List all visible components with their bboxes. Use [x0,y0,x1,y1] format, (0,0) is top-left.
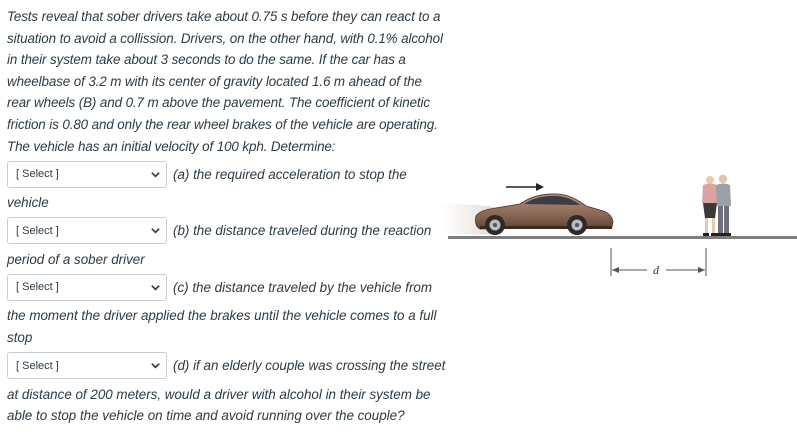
question-b [7,217,443,245]
answer-select-c[interactable] [7,274,167,301]
chevron-down-icon [150,282,161,293]
answer-select-a[interactable] [7,161,167,188]
question-b-continuation: period of a sober driver [7,251,145,267]
question-a [7,160,443,188]
question-c-continuation: the moment the driver applied the brakes until the vehicle comes to a full stop [7,308,437,345]
chevron-down-icon [150,360,161,371]
ground-line [448,236,797,239]
select-value: [ Select ] [16,168,59,181]
motion-arrow-icon [506,183,544,191]
question-body [7,6,446,427]
question-c [7,273,443,301]
car-icon [476,194,614,235]
answer-select-d[interactable] [7,352,167,379]
question-b-label: (b) the distance traveled during the reaction [173,223,432,239]
question-d-continuation: at distance of 200 meters, would a driver with alcohol in their system be able to stop the vehicle on time and avoid running over the couple? [7,386,431,424]
answer-select-b[interactable] [7,217,167,244]
question-c-label: (c) the distance traveled by the vehicle from [173,279,433,295]
question-a-continuation: vehicle [7,195,49,211]
problem-statement: Tests reveal that sober drivers take about 0.75 s before they can react to a situation to avoid a collission. Drivers, on the other hand, with 0.1% alcohol in their system take about 3 seconds to do the same. If the car has a wheelbase of 3.2 m with its center of gravity located 1.6 m ahead of the rear wheels (B) and 0.7 m above the pavement. The coefficient of kinetic friction is 0.80 and only the rear wheel brakes of the vehicle are operating. The vehicle has an initial velocity of 100 kph. Determine: [7,9,443,154]
select-value: [ Select ] [16,359,59,372]
distance-label: d [653,263,659,277]
problem-figure [440,170,797,285]
question-d [7,352,446,380]
chevron-down-icon [150,169,161,180]
question-a-label: (a) the required acceleration to stop the [173,166,407,182]
question-d-label: (d) if an elderly couple was crossing the street [173,358,446,374]
elderly-couple-icon [702,175,731,236]
select-value: [ Select ] [16,224,59,237]
select-value: [ Select ] [16,281,59,294]
chevron-down-icon [150,225,161,236]
